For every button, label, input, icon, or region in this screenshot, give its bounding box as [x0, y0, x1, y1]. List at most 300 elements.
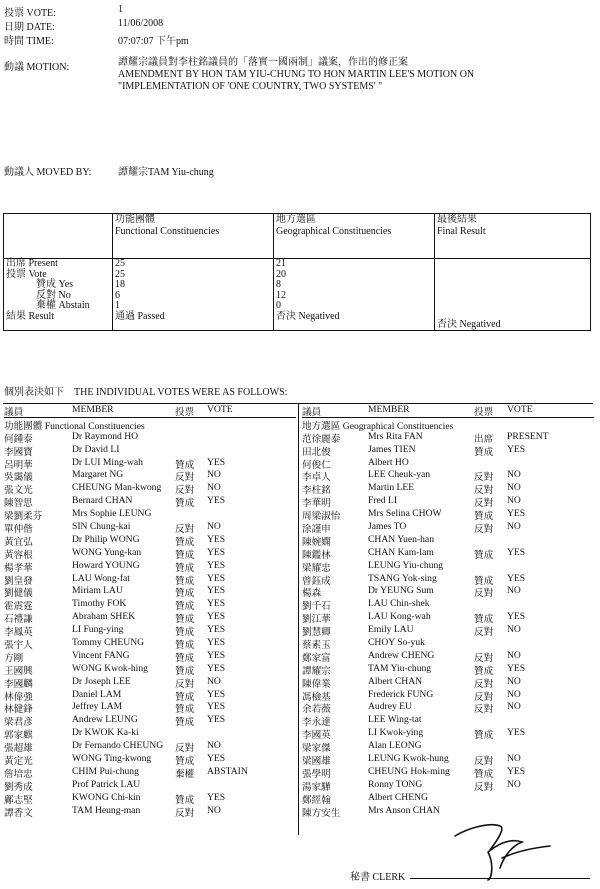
vote-en: YES — [207, 637, 226, 649]
member-name-en: James TO — [368, 521, 407, 533]
geographical-header-zh: 地方選區 — [276, 214, 316, 225]
member-name-zh: 梁劉柔芬 — [4, 511, 43, 523]
member-row — [302, 753, 594, 766]
final-result-header — [435, 214, 591, 259]
member-name-zh: 劉江華 — [302, 614, 331, 626]
functional-group-label — [4, 418, 296, 431]
member-name-zh: 曾鈺成 — [302, 575, 331, 587]
member-row — [302, 650, 594, 663]
summary-table — [3, 213, 591, 331]
functional-group-label-text: 功能團體 Functional Constituencies — [4, 420, 145, 432]
member-name-en: Tommy CHEUNG — [72, 637, 145, 649]
vote-en: YES — [207, 701, 226, 713]
member-name-zh: 單仲偕 — [4, 524, 33, 536]
member-row — [4, 805, 296, 818]
member-name-zh: 黃宜弘 — [4, 536, 33, 548]
member-name-zh: 王國興 — [4, 665, 33, 677]
member-row — [4, 624, 296, 637]
member-name-en: Martin LEE — [368, 482, 415, 494]
member-name-en: SIN Chung-kai — [72, 521, 131, 533]
vote-en: NO — [507, 469, 521, 481]
col-head-member-zh: 議員 — [4, 407, 24, 418]
member-row — [4, 521, 296, 534]
motion-label: 動議 MOTION: — [4, 62, 70, 73]
vote-en: YES — [207, 624, 226, 636]
col-head-member-zh: 議員 — [302, 407, 322, 418]
vote-zh: 贊成 — [175, 588, 195, 600]
vote-zh: 贊成 — [474, 768, 494, 780]
vote-zh: 棄權 — [175, 768, 195, 780]
date-label: 日期 DATE: — [4, 22, 55, 33]
vote-en: NO — [507, 701, 521, 713]
member-name-zh: 梁耀忠 — [302, 562, 331, 574]
member-row — [4, 495, 296, 508]
geographical-column-header — [302, 404, 594, 418]
member-name-zh: 劉秀成 — [4, 781, 33, 793]
member-row — [302, 611, 594, 624]
member-name-zh: 張超雄 — [4, 743, 33, 755]
functional-no: 6 — [115, 289, 120, 301]
member-name-zh: 黃容根 — [4, 549, 33, 561]
member-name-zh: 李鳳英 — [4, 627, 33, 639]
vote-en: YES — [207, 546, 226, 558]
vote-zh: 反對 — [474, 485, 494, 497]
member-row — [4, 740, 296, 753]
time-value: 07:07:07 下午pm — [118, 36, 189, 47]
vote-en: NO — [507, 649, 521, 661]
member-name-zh: 霍震霆 — [4, 601, 33, 613]
member-row — [4, 714, 296, 727]
member-name-zh: 吳靄儀 — [4, 472, 33, 484]
individual-votes-title: 個別表決如下 THE INDIVIDUAL VOTES WERE AS FOLLOWS: — [4, 387, 288, 398]
member-name-en: WONG Yung-kan — [72, 546, 142, 558]
vote-en: NO — [207, 804, 221, 816]
vote-en: YES — [507, 765, 526, 777]
member-row — [4, 753, 296, 766]
row-label-abstain: 棄權 Abstain — [36, 300, 90, 311]
member-name-zh: 梁君彥 — [4, 717, 33, 729]
member-row — [302, 676, 594, 689]
member-name-zh: 劉千石 — [302, 601, 331, 613]
final-result-header-zh: 最後結果 — [437, 214, 477, 225]
vote-zh: 反對 — [175, 524, 195, 536]
vote-zh: 贊成 — [175, 691, 195, 703]
vote-en: NO — [207, 521, 221, 533]
vote-zh: 贊成 — [474, 575, 494, 587]
vote-zh: 反對 — [474, 691, 494, 703]
member-name-en: Dr KWOK Ka-ki — [72, 727, 139, 739]
member-name-zh: 李卓人 — [302, 472, 331, 484]
member-row — [302, 766, 594, 779]
member-name-en: WONG Kwok-hing — [72, 662, 148, 674]
member-name-zh: 劉慧卿 — [302, 627, 331, 639]
vote-zh: 贊成 — [175, 601, 195, 613]
vote-zh: 反對 — [175, 678, 195, 690]
member-name-zh: 林健鋒 — [4, 704, 33, 716]
member-row — [302, 663, 594, 676]
vote-zh: 反對 — [474, 472, 494, 484]
member-name-en: Dr LUI Ming-wah — [72, 456, 143, 468]
vote-en: YES — [207, 572, 226, 584]
vote-zh: 反對 — [175, 743, 195, 755]
vote-en: YES — [207, 688, 226, 700]
vote-en: YES — [207, 649, 226, 661]
member-name-zh: 周梁淑怡 — [302, 511, 341, 523]
member-name-en: Mrs Anson CHAN — [368, 804, 440, 816]
functional-header — [113, 214, 274, 259]
vote-zh: 反對 — [474, 524, 494, 536]
member-name-en: Timothy FOK — [72, 598, 127, 610]
member-name-en: Dr Philip WONG — [72, 533, 140, 545]
member-row — [4, 573, 296, 586]
member-name-zh: 何俊仁 — [302, 459, 331, 471]
vote-zh: 贊成 — [175, 459, 195, 471]
vote-zh: 贊成 — [175, 717, 195, 729]
functional-abstain: 1 — [115, 300, 120, 311]
member-row — [302, 444, 594, 457]
member-name-zh: 張學明 — [302, 768, 331, 780]
row-label-present: 出席 Present — [6, 258, 58, 269]
member-name-zh: 譚香文 — [4, 807, 33, 819]
member-row — [302, 779, 594, 792]
member-name-en: Alan LEONG — [368, 740, 422, 752]
member-name-zh: 田北俊 — [302, 446, 331, 458]
vote-zh: 反對 — [474, 498, 494, 510]
vote-zh: 反對 — [175, 485, 195, 497]
vote-en: YES — [207, 598, 226, 610]
member-name-en: LAU Wong-fat — [72, 572, 130, 584]
functional-header-zh: 功能團體 — [115, 214, 155, 225]
member-row — [302, 431, 594, 444]
member-name-en: LEE Cheuk-yan — [368, 469, 431, 481]
moved-by-label: 動議人 MOVED BY: — [4, 167, 92, 178]
vote-en: NO — [207, 469, 221, 481]
member-name-en: Albert CHENG — [368, 791, 428, 803]
member-name-zh: 涂謹申 — [302, 524, 331, 536]
member-row — [4, 663, 296, 676]
member-row — [302, 547, 594, 560]
final-result-cell — [435, 259, 591, 331]
member-name-zh: 方剛 — [4, 652, 24, 664]
member-name-zh: 李華明 — [302, 498, 331, 510]
vote-zh: 贊成 — [175, 640, 195, 652]
col-head-vote: VOTE — [507, 404, 533, 415]
geographical-abstain: 0 — [276, 300, 281, 311]
member-name-en: Dr David LI — [72, 443, 120, 455]
member-row — [4, 457, 296, 470]
vote-en: YES — [507, 508, 526, 520]
vote-zh: 反對 — [474, 678, 494, 690]
member-row — [4, 792, 296, 805]
vote-en: YES — [507, 662, 526, 674]
member-name-zh: 梁國雄 — [302, 756, 331, 768]
member-name-en: Vincent FANG — [72, 649, 130, 661]
functional-counts — [113, 259, 274, 331]
member-name-en: Howard YOUNG — [72, 559, 140, 571]
member-name-en: Dr Raymond HO — [72, 430, 139, 442]
vote-zh: 反對 — [474, 756, 494, 768]
motion-line-en-1: AMENDMENT BY HON TAM YIU-CHUNG TO HON MARTIN LEE'S MOTION ON — [118, 69, 475, 80]
vote-en: NO — [507, 521, 521, 533]
member-name-zh: 石禮謙 — [4, 614, 33, 626]
member-name-zh: 譚耀宗 — [302, 665, 331, 677]
member-name-en: CHOY So-yuk — [368, 637, 425, 649]
geographical-vote: 20 — [276, 268, 286, 280]
vote-en: YES — [207, 662, 226, 674]
geographical-votes-column — [302, 404, 594, 818]
vote-en: NO — [507, 585, 521, 597]
member-row — [302, 469, 594, 482]
vote-zh: 贊成 — [175, 756, 195, 768]
vote-zh: 贊成 — [175, 614, 195, 626]
vote-en: YES — [507, 443, 526, 455]
vote-zh: 贊成 — [175, 562, 195, 574]
member-name-en: Audrey EU — [368, 701, 412, 713]
member-row — [302, 495, 594, 508]
member-name-zh: 陳智思 — [4, 498, 33, 510]
vote-en: YES — [507, 727, 526, 739]
member-name-zh: 陳婉嫻 — [302, 536, 331, 548]
vote-zh: 贊成 — [175, 536, 195, 548]
member-name-zh: 楊孝華 — [4, 562, 33, 574]
member-name-en: LEE Wing-tat — [368, 714, 422, 726]
clerk-signature — [440, 808, 560, 883]
member-row — [302, 598, 594, 611]
member-name-en: Dr Fernando CHEUNG — [72, 740, 164, 752]
member-name-zh: 李永達 — [302, 717, 331, 729]
vote-en: NO — [207, 740, 221, 752]
vote-label: 投票 VOTE: — [4, 8, 56, 19]
member-row — [302, 689, 594, 702]
vote-zh: 贊成 — [175, 498, 195, 510]
vote-en: YES — [207, 714, 226, 726]
geographical-present: 21 — [276, 258, 286, 269]
member-row — [302, 573, 594, 586]
member-row — [302, 585, 594, 598]
vote-zh: 贊成 — [175, 665, 195, 677]
date-value: 11/06/2008 — [118, 18, 164, 29]
member-row — [4, 508, 296, 521]
member-name-zh: 陳偉業 — [302, 678, 331, 690]
geographical-result: 否決 Negatived — [276, 310, 340, 322]
member-row — [4, 779, 296, 792]
vote-zh: 反對 — [474, 627, 494, 639]
vote-en: YES — [207, 533, 226, 545]
member-name-zh: 詹培忠 — [4, 768, 33, 780]
member-name-en: CHIM Pui-chung — [72, 765, 139, 777]
vote-en: YES — [207, 585, 226, 597]
member-name-zh: 鄺志堅 — [4, 794, 33, 806]
member-name-zh: 劉皇發 — [4, 575, 33, 587]
member-name-en: Dr Joseph LEE — [72, 675, 131, 687]
member-name-zh: 鄭家富 — [302, 652, 331, 664]
member-name-en: James TIEN — [368, 443, 416, 455]
row-label-no: 反對 No — [36, 289, 71, 301]
member-row — [302, 740, 594, 753]
member-row — [4, 650, 296, 663]
vote-en: YES — [207, 791, 226, 803]
member-row — [4, 701, 296, 714]
functional-header-en: Functional Constituencies — [115, 226, 220, 237]
member-name-en: TSANG Yok-sing — [368, 572, 437, 584]
vote-en: YES — [207, 495, 226, 507]
vote-en: YES — [507, 611, 526, 623]
functional-vote: 25 — [115, 268, 125, 280]
member-name-en: Abraham SHEK — [72, 611, 136, 623]
member-row — [302, 727, 594, 740]
member-name-en: Emily LAU — [368, 624, 414, 636]
member-name-en: Albert CHAN — [368, 675, 423, 687]
member-name-en: TAM Yiu-chung — [368, 662, 432, 674]
vote-zh: 贊成 — [474, 549, 494, 561]
vote-en: NO — [507, 688, 521, 700]
vote-en: YES — [207, 559, 226, 571]
member-name-zh: 呂明華 — [4, 459, 33, 471]
member-name-en: CHAN Kam-lam — [368, 546, 434, 558]
vote-zh: 反對 — [474, 704, 494, 716]
member-name-en: CHEUNG Hok-ming — [368, 765, 450, 777]
member-name-zh: 李國寶 — [4, 446, 33, 458]
geographical-group-label — [302, 418, 594, 431]
member-name-en: LAU Chin-shek — [368, 598, 430, 610]
vote-en: YES — [507, 546, 526, 558]
vote-en: NO — [507, 495, 521, 507]
vote-en: NO — [507, 675, 521, 687]
summary-corner — [4, 214, 113, 259]
member-row — [4, 611, 296, 624]
member-name-en: CHAN Yuen-han — [368, 533, 434, 545]
member-row — [4, 598, 296, 611]
row-label-yes: 贊成 Yes — [36, 279, 74, 290]
member-name-en: Bernard CHAN — [72, 495, 133, 507]
member-name-en: Mrs Sophie LEUNG — [72, 508, 152, 520]
member-row — [4, 534, 296, 547]
time-label: 時間 TIME: — [4, 36, 54, 47]
row-label-vote: 投票 Vote — [6, 268, 47, 280]
member-row — [302, 624, 594, 637]
member-name-en: KWONG Chi-kin — [72, 791, 141, 803]
member-name-en: Andrew LEUNG — [72, 714, 138, 726]
vote-en: NO — [207, 482, 221, 494]
member-row — [4, 676, 296, 689]
summary-row-labels — [4, 259, 113, 331]
member-name-en: LAU Kong-wah — [368, 611, 431, 623]
member-name-en: Prof Patrick LAU — [72, 778, 141, 790]
member-name-zh: 李國英 — [302, 730, 331, 742]
member-row — [302, 701, 594, 714]
member-name-zh: 何鍾泰 — [4, 433, 33, 445]
member-row — [4, 727, 296, 740]
member-row — [4, 766, 296, 779]
functional-column-header — [4, 404, 296, 418]
member-name-en: TAM Heung-man — [72, 804, 141, 816]
member-row — [4, 469, 296, 482]
member-row — [302, 508, 594, 521]
vote-zh: 贊成 — [175, 627, 195, 639]
member-name-zh: 余若薇 — [302, 704, 331, 716]
vote-en: YES — [207, 611, 226, 623]
col-head-member: MEMBER — [72, 404, 114, 415]
member-name-en: WONG Ting-kwong — [72, 753, 152, 765]
functional-present: 25 — [115, 258, 125, 269]
vote-zh: 贊成 — [175, 575, 195, 587]
member-name-en: Frederick FUNG — [368, 688, 434, 700]
geographical-counts — [274, 259, 435, 331]
votes-column-divider — [298, 403, 299, 835]
vote-zh: 贊成 — [474, 446, 494, 458]
vote-en: NO — [507, 753, 521, 765]
member-name-en: LI Fung-ying — [72, 624, 124, 636]
member-name-en: LEUNG Yiu-chung — [368, 559, 444, 571]
member-row — [4, 637, 296, 650]
vote-zh: 贊成 — [474, 665, 494, 677]
vote-zh: 贊成 — [175, 794, 195, 806]
clerk-label: 秘書 CLERK — [350, 872, 406, 883]
row-label-result: 結果 Result — [6, 310, 55, 322]
vote-zh: 反對 — [474, 588, 494, 600]
member-row — [4, 689, 296, 702]
member-name-zh: 馮檢基 — [302, 691, 331, 703]
motion-line-zh: 譚耀宗議員對李柱銘議員的「落實一國兩制」議案，作出的修正案 — [118, 57, 408, 68]
geographical-header-en: Geographical Constituencies — [276, 226, 392, 237]
vote-en: PRESENT — [507, 430, 549, 442]
member-name-zh: 陳方安生 — [302, 807, 341, 819]
motion-line-en-2: "IMPLEMENTATION OF 'ONE COUNTRY, TWO SYSTEMS' " — [118, 81, 383, 92]
moved-by-value: 譚耀宗TAM Yiu-chung — [118, 167, 214, 178]
member-name-zh: 范徐麗泰 — [302, 433, 341, 445]
member-row — [302, 521, 594, 534]
member-name-en: LEUNG Kwok-hung — [368, 753, 449, 765]
vote-en: NO — [507, 482, 521, 494]
vote-en: YES — [507, 572, 526, 584]
member-row — [302, 792, 594, 805]
member-name-zh: 李柱銘 — [302, 485, 331, 497]
functional-result: 通過 Passed — [115, 310, 165, 322]
member-name-zh: 林偉強 — [4, 691, 33, 703]
vote-zh: 反對 — [474, 781, 494, 793]
col-head-vote: VOTE — [207, 404, 233, 415]
member-row — [302, 482, 594, 495]
member-name-zh: 楊森 — [302, 588, 322, 600]
member-row — [302, 457, 594, 470]
geographical-yes: 8 — [276, 279, 281, 290]
final-result-value: 否決 Negatived — [437, 318, 501, 330]
member-name-en: Ronny TONG — [368, 778, 423, 790]
member-name-zh: 梁家傑 — [302, 743, 331, 755]
functional-votes-column — [4, 404, 296, 818]
vote-zh: 出席 — [474, 433, 494, 445]
member-name-en: Dr YEUNG Sum — [368, 585, 434, 597]
member-row — [4, 585, 296, 598]
clerk-signature-line — [410, 878, 590, 879]
vote-zh: 贊成 — [175, 704, 195, 716]
vote-zh: 贊成 — [175, 549, 195, 561]
col-head-vote-zh: 投票 — [175, 407, 195, 418]
vote-en: ABSTAIN — [207, 765, 248, 777]
member-name-en: Daniel LAM — [72, 688, 122, 700]
member-name-zh: 劉健儀 — [4, 588, 33, 600]
member-name-en: Andrew CHENG — [368, 649, 435, 661]
member-name-zh: 陳鑑林 — [302, 549, 331, 561]
geographical-no: 12 — [276, 289, 286, 301]
member-row — [4, 431, 296, 444]
final-result-header-en: Final Result — [437, 226, 486, 237]
member-row — [302, 560, 594, 573]
vote-zh: 贊成 — [474, 730, 494, 742]
member-name-en: Margaret NG — [72, 469, 124, 481]
member-row — [4, 444, 296, 457]
member-row — [302, 714, 594, 727]
